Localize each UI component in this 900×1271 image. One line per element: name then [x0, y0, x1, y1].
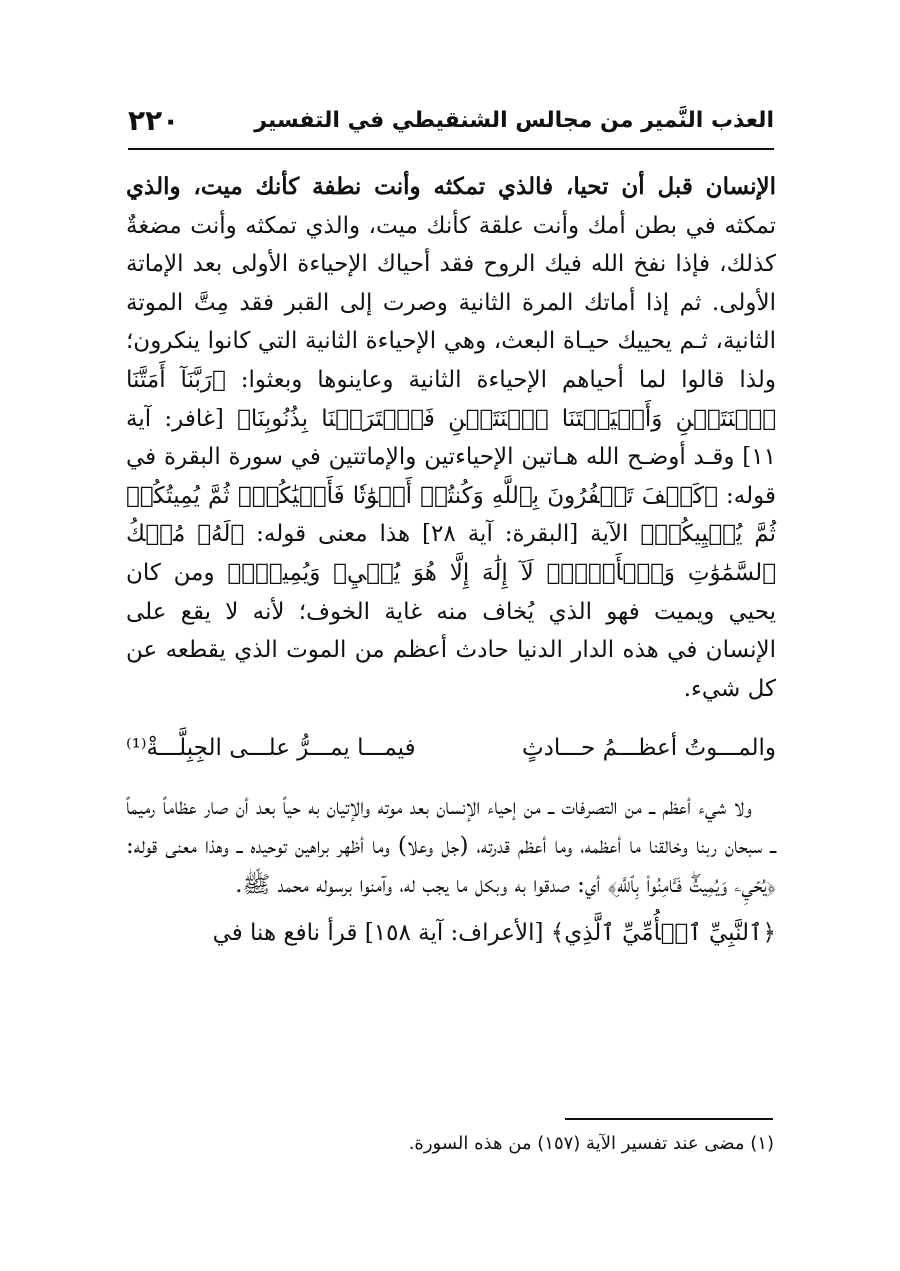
- footnote: (١) مضى عند تفسير الآية (١٥٧) من هذه السورة.: [408, 1133, 774, 1154]
- verse-hemistich-2: فيمـــا يمـــرُّ علـــى الجِبِلَّـــةْ⁽¹⁾: [126, 735, 416, 762]
- header-rule: [128, 148, 774, 150]
- paragraph-2: ولا شيء أعظم ــ من التصرفات ــ من إحياء الإنسان بعد موته والإتيان به حياً بعد أن صار عظاماً رميماً ــ سبحان ربنا وخالقنا ما أعظمه، وما أعظم قدرته، (جل وعلا) وما أظهر براهين توحيده ــ وهذا معنى قوله: ﴿يُحۡيِۦ وَيُمِيتُۖ فَـَٔامِنُواْ بِٱللَّهِ﴾ أي: صدقوا به وبكل ما يجب له، وآمنوا برسوله محمد ﷺ.: [126, 794, 776, 898]
- page-body: [126, 168, 776, 953]
- page-number: ٢٢٠: [128, 104, 180, 137]
- footnote-rule: [565, 1118, 773, 1120]
- verse-hemistich-1: والمـــوتُ أعظـــمُ حـــادثٍ: [521, 735, 776, 762]
- poetry-verse: [126, 730, 776, 766]
- paragraph-1-text: تمكثه في بطن أمك وأنت علقة كأنك ميت، والذي تمكثه وأنت مضغةٌ كذلك، فإذا نفخ الله فيك الروح فقد أحياك الإحياءة الأولى بعد الإماتة الأولى. ثم إذا أماتك المرة الثانية وصرت إلى القبر فقد مِتَّ الموتة الثانية، ثـم يحييك حيـاة البعث، وهي الإحياءة الثانية التي كانوا ينكرون؛ ولذا قالوا لما أحياهم الإحياءة الثانية وعاينوها وبعثوا: ﴿رَبَّنَآ أَمَتَّنَا ٱثۡنَتَيۡنِ وَأَحۡيَيۡتَنَا ٱثۡنَتَيۡنِ فَٱعۡتَرَفۡنَا بِذُنُوبِنَا﴾ [غافر: آية ١١] وقـد أوضـح الله هـاتين الإحياءتين والإماتتين في سورة البقرة في قوله: ﴿كَيۡفَ تَكۡفُرُونَ بِٱللَّهِ وَكُنتُمۡ أَمۡوَٰتٗا فَأَحۡيَٰكُمۡۖ ثُمَّ يُمِيتُكُمۡ ثُمَّ يُحۡيِيكُمۡ﴾ الآية [البقرة: آية ٢٨] هذا معنى قوله: ﴿لَهُۥ مُلۡكُ ٱلسَّمَٰوَٰتِ وَٱلۡأَرۡضِۖ لَآ إِلَٰهَ إِلَّا هُوَ يُحۡيِۦ وَيُمِيتُۖ﴾ ومن كان يحيي ويميت فهو الذي يُخاف منه غاية الخوف؛ لأنه لا يقع على الإنسان في هذه الدار الدنيا حادث أعظم من الموت الذي يقطعه عن كل شيء.: [126, 212, 776, 702]
- paragraph-1-intro: الإنسان قبل أن تحيا، فالذي تمكثه وأنت نطفة كأنك ميت، والذي: [126, 173, 776, 200]
- running-title: العذب النَّمير من مجالس الشنقيطي في التفسير: [254, 108, 774, 133]
- paragraph-3: ﴿ٱلنَّبِيِّ ٱلۡأُمِّيِّ ٱلَّذِي﴾ [الأعراف: آية ١٥٨] قرأ نافع هنا في: [212, 920, 776, 947]
- paragraph-1: [126, 168, 776, 708]
- running-header: [128, 104, 774, 148]
